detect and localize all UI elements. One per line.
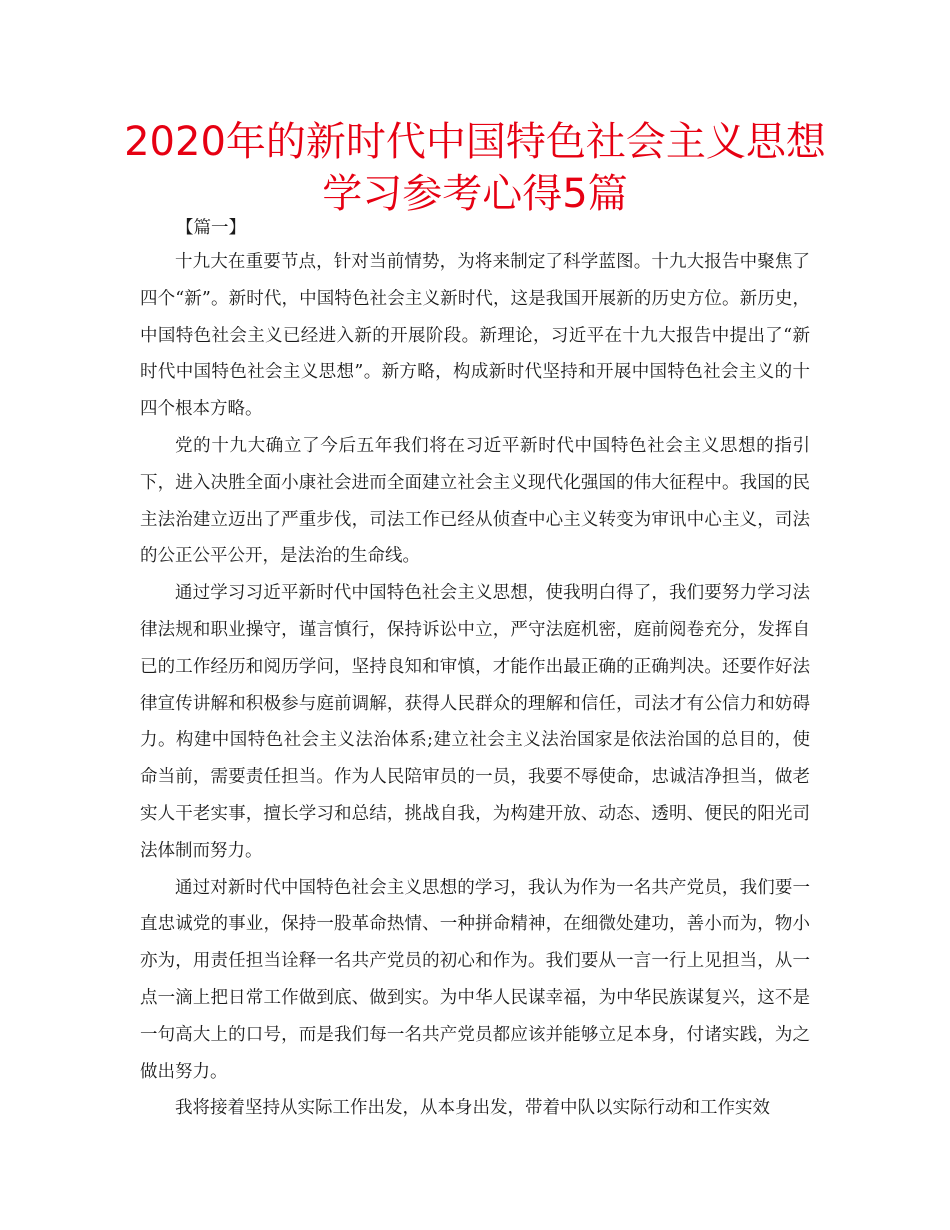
paragraph-3: 通过学习习近平新时代中国特色社会主义思想，使我明白得了，我们要努力学习法律法规和职业操守，谨言慎行，保持诉讼中立，严守法庭机密，庭前阅卷充分，发挥自已的工作经历和阅历学问，坚持良知和审慎，才能作出最正确的正确判决。还要作好法律宣传讲解和积极参与庭前调解，获得人民群众的理解和信任，司法才有公信力和妨碍力。构建中国特色社会主义法治体系;建立社会主义法治国家是依法治国的总目的，使命当前，需要责任担当。作为人民陪审员的一员，我要不辱使命，忠诚洁净担当，做老实人干老实事，擅长学习和总结，挑战自我，为构建开放、动态、透明、便民的阳光司法体制而努力。 — [140, 583, 810, 861]
document-body — [140, 212, 810, 1127]
document-title: 2020年的新时代中国特色社会主义思想学习参考心得5篇 — [124, 119, 826, 217]
paragraph-1: 十九大在重要节点，针对当前情势，为将来制定了科学蓝图。十九大报告中聚焦了四个“新”。新时代，中国特色社会主义新时代，这是我国开展新的历史方位。新历史，中国特色社会主义已经进入新的开展阶段。新理论，习近平在十九大报告中提出了“新时代中国特色社会主义思想”。新方略，构成新时代坚持和开展中国特色社会主义的十四个根本方略。 — [140, 252, 810, 420]
paragraph-4: 通过对新时代中国特色社会主义思想的学习，我认为作为一名共产党员，我们要一直忠诚党的事业，保持一股革命热情、一种拼命精神，在细微处建功，善小而为，物小亦为，用责任担当诠释一名共产党员的初心和作为。我们要从一言一行上见担当，从一点一滴上把日常工作做到底、做到实。为中华人民谋幸福，为中华民族谋复兴，这不是一句高大上的口号，而是我们每一名共产党员都应该并能够立足本身，付诸实践，为之做出努力。 — [140, 877, 810, 1082]
section-label: 【篇一】 — [176, 218, 246, 238]
paragraph-2: 党的十九大确立了今后五年我们将在习近平新时代中国特色社会主义思想的指引下，进入决胜全面小康社会进而全面建立社会主义现代化强国的伟大征程中。我国的民主法治建立迈出了严重步伐，司法工作已经从侦查中心主义转变为审讯中心主义，司法的公正公平公开，是法治的生命线。 — [140, 435, 810, 567]
paragraph-5: 我将接着坚持从实际工作出发，从本身出发，带着中队以实际行动和工作实效 — [175, 1098, 770, 1119]
